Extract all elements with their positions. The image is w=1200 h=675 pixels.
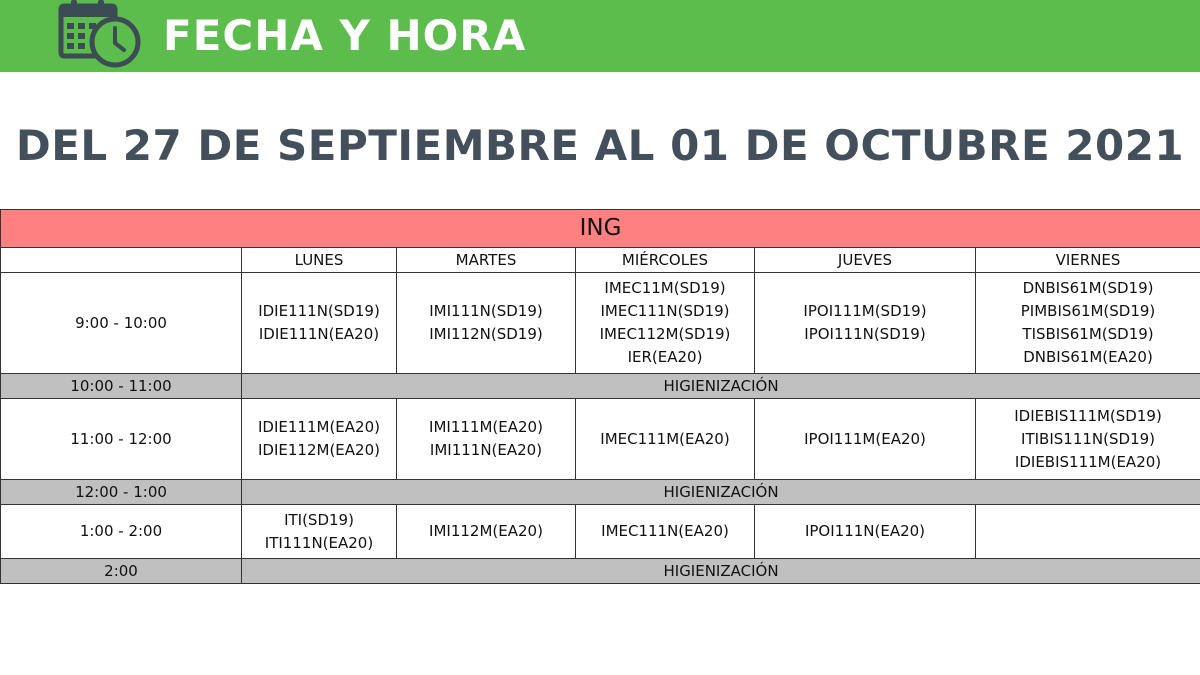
group-row xyxy=(1,210,1200,248)
course-code: IDIE111M(EA20) xyxy=(258,418,380,436)
course-code: IMEC112M(SD19) xyxy=(599,325,731,343)
day-header-row xyxy=(1,248,1200,273)
course-code: IER(EA20) xyxy=(627,348,703,366)
course-code: PIMBIS61M(SD19) xyxy=(1020,302,1156,320)
schedule-row xyxy=(1,505,1200,559)
schedule-cell xyxy=(397,273,576,374)
course-code: ITIBIS111N(SD19) xyxy=(1021,429,1156,448)
break-row xyxy=(1,374,1200,399)
course-code: IDIE111N(EA20) xyxy=(258,325,380,343)
course-code: IPOI111N(EA20) xyxy=(804,522,926,540)
course-code: IMI112M(EA20) xyxy=(429,522,543,540)
date-range-title: DEL 27 DE SEPTIEMBRE AL 01 DE OCTUBRE 2021 xyxy=(15,121,1185,170)
course-code: IMEC111N(SD19) xyxy=(600,302,730,320)
day-header: VIERNES xyxy=(976,248,1200,273)
break-label: HIGIENIZACIÓN xyxy=(242,374,1200,399)
schedule-cell xyxy=(976,399,1200,480)
day-header: MARTES xyxy=(397,248,576,273)
schedule-cell xyxy=(242,505,397,559)
schedule-cell xyxy=(397,399,576,480)
schedule-cell xyxy=(242,399,397,480)
day-header: LUNES xyxy=(242,248,397,273)
course-code: IPOI111M(SD19) xyxy=(803,302,927,320)
calendar-clock-icon xyxy=(58,0,144,70)
course-code: DNBIS61M(EA20) xyxy=(1023,348,1153,366)
break-label: HIGIENIZACIÓN xyxy=(242,559,1200,584)
schedule-cell xyxy=(397,505,576,559)
course-code: IMEC111N(EA20) xyxy=(601,522,729,540)
break-row xyxy=(1,480,1200,505)
course-code: ITI(SD19) xyxy=(284,510,354,529)
time-slot: 10:00 - 11:00 xyxy=(1,374,242,399)
time-column-header xyxy=(1,248,242,273)
schedule-cell xyxy=(755,273,976,374)
schedule-cell xyxy=(576,505,755,559)
break-label: HIGIENIZACIÓN xyxy=(242,480,1200,505)
course-code: IDIEBIS111M(SD19) xyxy=(1014,406,1162,425)
schedule-body xyxy=(1,210,1200,584)
time-slot: 9:00 - 10:00 xyxy=(1,273,242,374)
course-code: IMI111M(EA20) xyxy=(429,418,543,436)
course-code: DNBIS61M(SD19) xyxy=(1022,279,1154,297)
course-code: IDIEBIS111M(EA20) xyxy=(1014,452,1162,471)
schedule-cell xyxy=(976,505,1200,559)
header-banner xyxy=(0,0,1200,72)
time-slot: 11:00 - 12:00 xyxy=(1,399,242,480)
course-code: ITI111N(EA20) xyxy=(264,533,374,552)
header-title: FECHA Y HORA xyxy=(163,11,527,60)
course-code: IPOI111M(EA20) xyxy=(804,429,926,448)
time-slot: 2:00 xyxy=(1,559,242,584)
time-slot: 12:00 - 1:00 xyxy=(1,480,242,505)
schedule-cell xyxy=(576,273,755,374)
day-header: MIÉRCOLES xyxy=(576,248,755,273)
break-row xyxy=(1,559,1200,584)
schedule-row xyxy=(1,273,1200,374)
group-label: ING xyxy=(1,210,1200,248)
course-code: IMI111N(EA20) xyxy=(429,441,543,459)
course-code: IMI112N(SD19) xyxy=(429,325,543,343)
schedule-cell xyxy=(242,273,397,374)
course-code: IDIE111N(SD19) xyxy=(258,302,380,320)
course-code: IDIE112M(EA20) xyxy=(258,441,380,459)
schedule-table xyxy=(0,209,1200,584)
schedule-cell xyxy=(976,273,1200,374)
course-code: IPOI111N(SD19) xyxy=(804,325,926,343)
course-code: TISBIS61M(SD19) xyxy=(1022,325,1154,343)
day-header: JUEVES xyxy=(755,248,976,273)
time-slot: 1:00 - 2:00 xyxy=(1,505,242,559)
course-code: IMEC11M(SD19) xyxy=(604,279,726,297)
schedule-cell xyxy=(576,399,755,480)
schedule-cell xyxy=(755,399,976,480)
course-code: IMI111N(SD19) xyxy=(429,302,543,320)
schedule-cell xyxy=(755,505,976,559)
schedule-row xyxy=(1,399,1200,480)
course-code: IMEC111M(EA20) xyxy=(600,429,730,448)
